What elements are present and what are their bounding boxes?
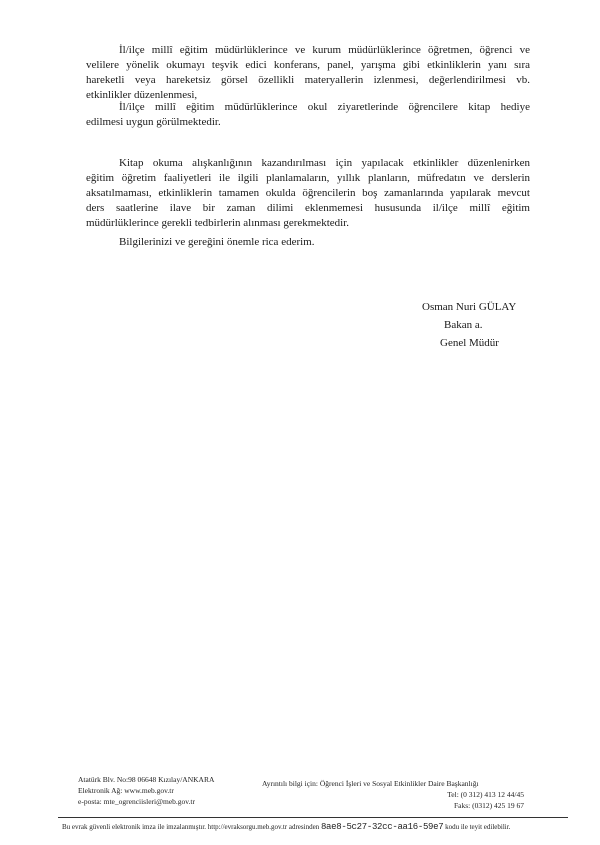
paragraph-events [86, 43, 530, 103]
paragraph-planning [86, 156, 530, 231]
footer-divider [58, 817, 568, 818]
footer-phone: Tel: (0 312) 413 12 44/45 [447, 790, 524, 799]
footer-info-line: Ayrıntılı bilgi için: Öğrenci İşleri ve Sosyal Etkinlikler Daire Başkanlığı [262, 779, 479, 788]
footer-contact [78, 774, 214, 807]
verification-prefix: Bu evrak güvenli elektronik imza ile imzalanmıştır. http://evraksorgu.meb.gov.tr adresinden [62, 823, 320, 831]
text-line: edilmesi uygun görülmektedir. [86, 116, 221, 128]
text-line: müdürlüklerince gerekli tedbirlerin alınması gerekmektedir. [86, 217, 349, 229]
signatory-title: Bakan a. [444, 319, 483, 331]
footer-network: Elektronik Ağ: www.meb.gov.tr [78, 786, 174, 795]
paragraph-book-gifts [86, 100, 530, 130]
footer-fax: Faks: (0312) 425 19 67 [454, 801, 524, 810]
footer-info [262, 778, 532, 811]
text-line: hareketli veya hareketsiz görsel özellikli materyallerin izlenmesi, değerlendirilmesi vb. [86, 74, 530, 86]
text-line: aksatılmaması, etkinliklerin tamamen okulda öğrencilerin boş zamanlarında yapılarak mevcut [86, 187, 530, 199]
footer-email: e-posta: mte_ogrenciisleri@meb.gov.tr [78, 797, 196, 806]
verification-suffix: kodu ile teyit edilebilir. [445, 823, 511, 831]
closing-sentence: Bilgilerinizi ve gereğini önemle rica ederim. [119, 236, 315, 248]
text-line: eğitim öğretim faaliyetleri ile ilgili planlamaların, yıllık planların, müfredatın ve derslerin [86, 172, 530, 184]
verification-note [62, 822, 562, 832]
text-line: velilere yönelik okumayı teşvik edici konferans, panel, yarışma gibi etkinliklerin yanı sıra [86, 59, 530, 71]
signatory-name: Osman Nuri GÜLAY [422, 301, 517, 313]
signatory-role: Genel Müdür [440, 337, 499, 349]
text-line: İl/ilçe millî eğitim müdürlüklerince okul ziyaretlerinde öğrencilere kitap hediye [119, 101, 530, 113]
text-line: etkinlikler düzenlenmesi, [86, 89, 198, 101]
signature-block [390, 298, 540, 352]
text-line: ders saatlerine ilave bir zaman dilimi eklenmemesi hususunda il/ilçe millî eğitim [86, 202, 530, 214]
footer-address: Atatürk Blv. No:98 06648 Kızılay/ANKARA [78, 775, 215, 784]
text-line: İl/ilçe millî eğitim müdürlüklerince ve kurum müdürlüklerince öğretmen, öğrenci ve [119, 44, 530, 56]
verification-code: 8ae8-5c27-32cc-aa16-59e7 [320, 822, 444, 832]
text-line: Kitap okuma alışkanlığının kazandırılması için yapılacak etkinlikler düzenlenirken [119, 157, 530, 169]
